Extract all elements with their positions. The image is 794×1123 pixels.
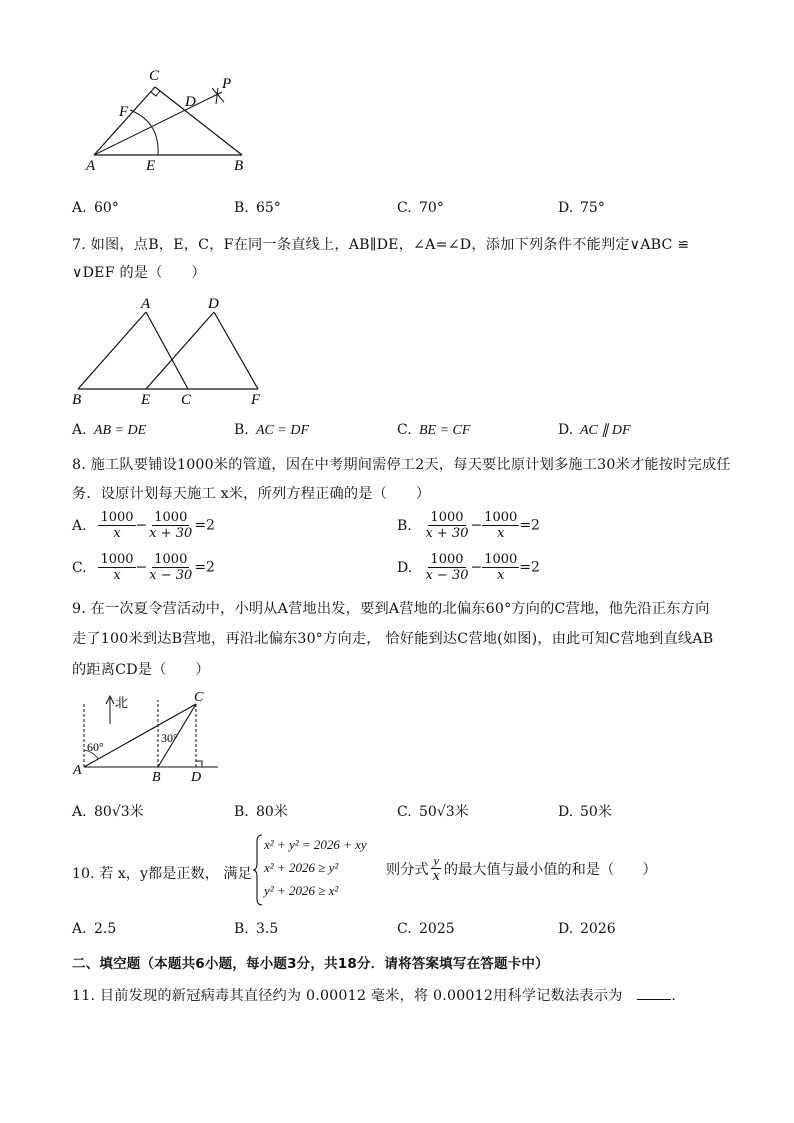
q10-option-c[interactable] xyxy=(397,921,455,937)
denominator: x xyxy=(432,869,440,884)
label-c: C xyxy=(181,392,192,408)
q6-figure xyxy=(82,64,252,176)
denominator: x − 30 xyxy=(425,568,469,583)
option-text: 60° xyxy=(94,200,119,216)
fraction-2 xyxy=(482,510,519,541)
option-letter: C. xyxy=(397,200,412,216)
q6-option-c[interactable] xyxy=(397,200,444,216)
numerator: 1000 xyxy=(430,552,464,567)
label-b: B xyxy=(72,392,82,408)
segment-ac xyxy=(94,87,155,155)
label-b: B xyxy=(234,158,244,174)
arc-mark-2 xyxy=(216,88,218,104)
q9-stem-line3: 的距离CD是（ ） xyxy=(72,662,210,678)
label-30: 30° xyxy=(161,731,178,745)
label-f: F xyxy=(251,392,261,408)
q10-prefix: 10. 若 x，y都是正数， 满足 xyxy=(72,866,252,882)
section-heading: 二、填空题（本题共6小题，每小题3分，共18分．请将答案填写在答题卡中） xyxy=(72,956,549,972)
option-text: BE = CF xyxy=(419,423,471,438)
equation-rhs: =2 xyxy=(519,559,540,576)
option-letter: D. xyxy=(558,422,574,438)
option-text: 3.5 xyxy=(256,921,279,937)
label-e: E xyxy=(141,392,151,408)
option-letter: B. xyxy=(234,921,249,937)
q9-stem-line1: 9. 在一次夏令营活动中，小明从A营地出发，要到A营地的北偏东60°方向的C营地，他先沿正东方向 xyxy=(72,601,710,617)
option-letter: A. xyxy=(72,921,87,937)
option-letter: D. xyxy=(397,559,413,576)
q10-tail: 的最大值与最小值的和是（ ） xyxy=(443,861,657,878)
q10-option-b[interactable] xyxy=(234,921,278,937)
option-letter: B. xyxy=(234,200,249,216)
denominator: x + 30 xyxy=(425,526,469,541)
option-letter: A. xyxy=(72,517,87,534)
q9-option-a[interactable] xyxy=(72,801,144,821)
q6-option-d[interactable] xyxy=(558,200,605,216)
q10-suffix xyxy=(386,853,657,884)
q6-option-b[interactable] xyxy=(234,200,281,216)
option-text: 65° xyxy=(256,200,281,216)
fraction-y-over-x xyxy=(431,853,442,884)
north-label: 北 xyxy=(115,695,129,710)
numerator: 1000 xyxy=(484,510,518,525)
q9-option-c[interactable] xyxy=(397,801,469,821)
label-c: C xyxy=(149,68,160,84)
option-letter: B. xyxy=(234,422,249,438)
option-letter: D. xyxy=(558,804,574,820)
right-angle-mark xyxy=(196,761,202,767)
label-a: A xyxy=(73,763,82,778)
right-angle-mark xyxy=(151,91,160,96)
q7-stem-line2: ∨DEF 的是（ ） xyxy=(72,265,206,281)
q7-option-a[interactable] xyxy=(72,422,146,439)
label-e: E xyxy=(146,158,156,174)
q7-option-d[interactable] xyxy=(558,422,631,439)
q8-stem-line2: 务．设原计划每天施工 x米，所列方程正确的是（ ） xyxy=(72,486,431,502)
option-text: 75° xyxy=(580,200,605,216)
label-d: D xyxy=(185,94,196,110)
system-brace xyxy=(252,833,264,907)
numerator: 1000 xyxy=(430,510,464,525)
option-letter: D. xyxy=(558,200,574,216)
label-a: A xyxy=(141,296,151,312)
q9-figure xyxy=(70,688,230,786)
fraction-2 xyxy=(147,552,194,583)
arc-fe xyxy=(130,110,158,155)
label-c: C xyxy=(194,690,204,705)
q10-mid: 则分式 xyxy=(386,861,429,878)
q6-option-a[interactable] xyxy=(72,200,119,216)
option-letter: A. xyxy=(72,804,87,820)
segment-ed xyxy=(146,312,214,389)
fraction-1 xyxy=(98,510,135,541)
option-letter: C. xyxy=(397,804,412,820)
fraction-1 xyxy=(423,510,470,541)
option-text: 2.5 xyxy=(94,921,117,937)
option-text: 70° xyxy=(419,200,444,216)
option-text: AC = DF xyxy=(256,423,309,438)
segment-cb xyxy=(155,87,242,155)
fraction-2 xyxy=(147,510,194,541)
option-letter: D. xyxy=(558,921,574,937)
system-eq-3: y² + 2026 ≥ x² xyxy=(264,883,339,898)
q10-option-d[interactable] xyxy=(558,921,616,937)
option-letter: C. xyxy=(397,422,412,438)
option-text: 50√3米 xyxy=(419,804,469,820)
system-eq-2: x² + 2026 ≥ y² xyxy=(264,860,339,875)
label-60: 60° xyxy=(87,740,104,754)
label-b: B xyxy=(152,770,161,785)
numerator: 1000 xyxy=(154,552,188,567)
option-text: 80√3米 xyxy=(94,804,144,820)
q7-stem-line1: 7. 如图，点B，E，C，F在同一条直线上，AB∥DE，∠A=∠D，添加下列条件不能判定∨ABC ≌ xyxy=(72,237,690,253)
option-letter: C. xyxy=(397,921,412,937)
label-d: D xyxy=(191,770,202,785)
equation-rhs: =2 xyxy=(194,517,215,534)
q9-option-b[interactable] xyxy=(234,801,288,821)
equation-rhs: =2 xyxy=(194,559,215,576)
option-text: 80米 xyxy=(256,804,288,820)
q7-figure xyxy=(70,294,270,409)
label-p: P xyxy=(222,76,232,92)
q9-stem-line2: 走了100米到达B营地，再沿北偏东30°方向走， 恰好能到达C营地(如图)，由此可知C营地到直线AB xyxy=(72,631,714,647)
numerator: 1000 xyxy=(100,510,134,525)
q11-stem xyxy=(72,985,676,1005)
denominator: x xyxy=(113,568,121,583)
numerator: 1000 xyxy=(154,510,188,525)
label-d: D xyxy=(208,296,219,312)
option-letter: B. xyxy=(234,804,249,820)
q8-option-a[interactable]: A. $\frac{1000}{x}$ − $\frac{1000}{x + 30}$ =2 xyxy=(72,510,215,541)
q8-option-d[interactable]: D. $\frac{1000}{x - 30}$ − $\frac{1000}{x}$ =2 xyxy=(397,552,540,583)
option-text: 50米 xyxy=(580,804,612,820)
option-text: AC ∥ DF xyxy=(580,423,631,438)
denominator: x + 30 xyxy=(149,526,193,541)
segment-ac xyxy=(84,704,196,767)
q8-stem-line1: 8. 施工队要铺设1000米的管道，因在中考期间需停工2天，每天要比原计划多施工30米才能按时完成任 xyxy=(72,457,731,473)
option-text: 2025 xyxy=(419,921,455,937)
option-text: AB = DE xyxy=(94,423,147,438)
label-a: A xyxy=(86,158,96,174)
q11-text: 11. 目前发现的新冠病毒其直径约为 0.00012 毫米，将 0.00012用科学记数法表示为 xyxy=(72,988,623,1004)
q7-option-b[interactable] xyxy=(234,422,309,439)
option-text: 2026 xyxy=(580,921,616,937)
fraction-2 xyxy=(482,552,519,583)
numerator: 1000 xyxy=(484,552,518,567)
segment-ac xyxy=(146,312,188,389)
denominator: x xyxy=(497,568,505,583)
option-letter: B. xyxy=(397,517,412,534)
label-f: F xyxy=(119,104,129,120)
q8-option-c[interactable]: C. $\frac{1000}{x}$ − $\frac{1000}{x - 30}$ =2 xyxy=(72,552,215,583)
q8-option-b[interactable]: B. $\frac{1000}{x + 30}$ − $\frac{1000}{x}$ =2 xyxy=(397,510,540,541)
denominator: x xyxy=(497,526,505,541)
segment-ba xyxy=(78,312,146,389)
answer-blank[interactable] xyxy=(637,987,671,1000)
option-letter: A. xyxy=(72,200,87,216)
option-letter: C. xyxy=(72,559,87,576)
denominator: x xyxy=(113,526,121,541)
denominator: x − 30 xyxy=(149,568,193,583)
q7-option-c[interactable] xyxy=(397,422,470,439)
equation-rhs: =2 xyxy=(519,517,540,534)
numerator: y xyxy=(433,853,440,868)
segment-df xyxy=(214,312,258,389)
system-eq-1: x² + y² = 2026 + xy xyxy=(264,837,367,852)
q10-option-a[interactable] xyxy=(72,921,116,937)
fraction-1 xyxy=(98,552,135,583)
option-letter: A. xyxy=(72,422,87,438)
q9-option-d[interactable] xyxy=(558,801,612,821)
q11-period: . xyxy=(671,988,677,1004)
fraction-1 xyxy=(423,552,470,583)
numerator: 1000 xyxy=(100,552,134,567)
